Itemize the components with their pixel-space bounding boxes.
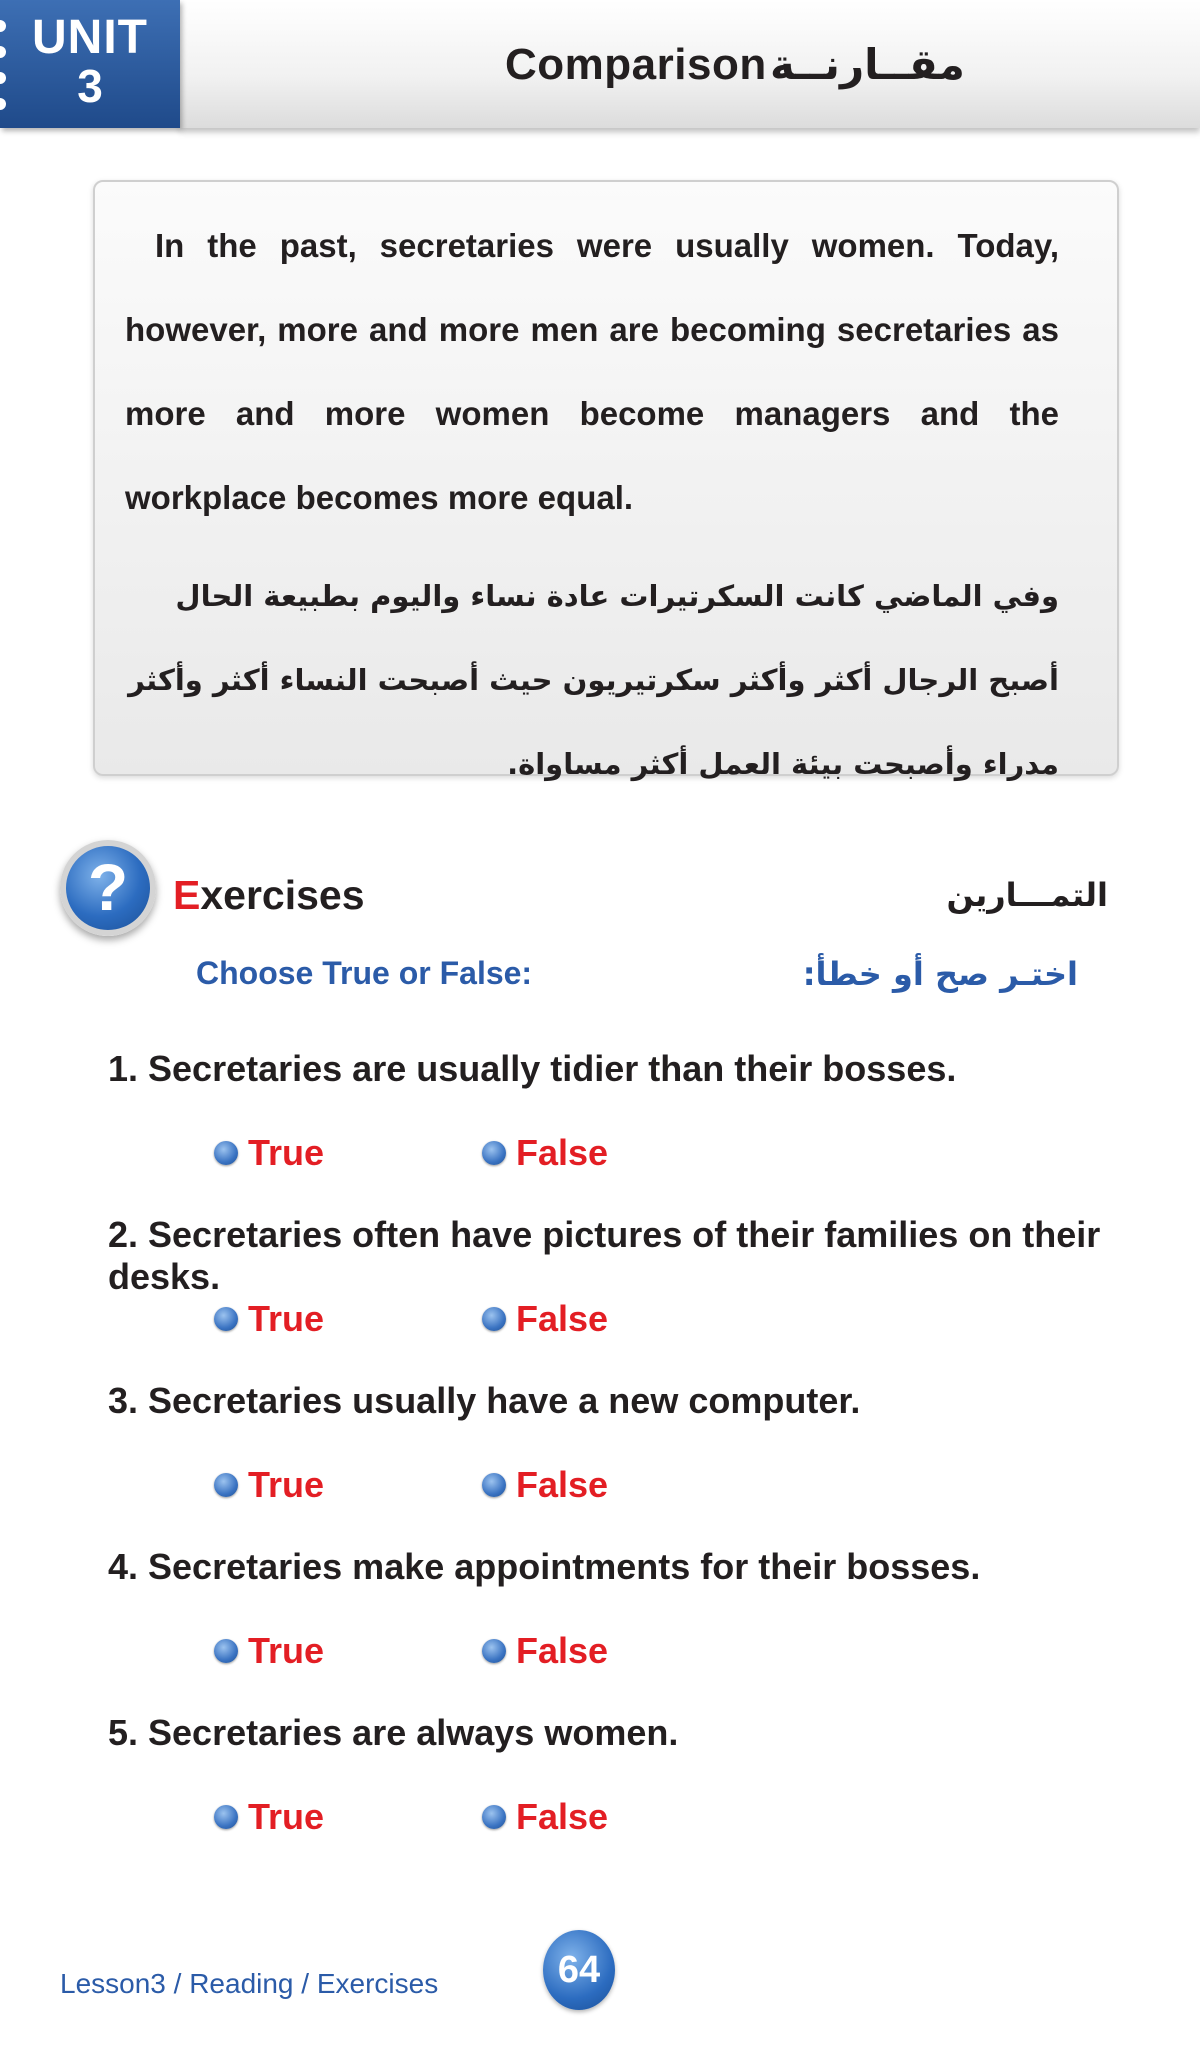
question-4: 4. Secretaries make appointments for their bosses.	[108, 1546, 981, 1587]
exercises-title-rest: xercises	[200, 872, 365, 918]
question-2: 2. Secretaries often have pictures of their families on their desks.	[108, 1214, 1101, 1297]
false-label: False	[516, 1464, 609, 1505]
radio-bullet-icon	[214, 1141, 238, 1165]
false-label: False	[516, 1630, 609, 1671]
exercises-title-arabic: التمـــارين	[946, 876, 1108, 914]
q5-true-option[interactable]	[214, 1796, 324, 1838]
reading-passage-box	[93, 180, 1119, 781]
exercise-instruction-arabic: اختـر صح أو خطأ:	[802, 955, 1078, 993]
false-label: False	[516, 1132, 609, 1173]
false-label: False	[516, 1298, 609, 1339]
radio-bullet-icon	[482, 1473, 506, 1497]
exercises-title	[173, 872, 365, 919]
q3-true-option[interactable]	[214, 1464, 324, 1506]
exercise-instruction: Choose True or False:	[196, 955, 533, 991]
question-3: 3. Secretaries usually have a new computer.	[108, 1380, 861, 1421]
unit-label: UNIT	[32, 11, 148, 64]
radio-bullet-icon	[482, 1307, 506, 1331]
false-label: False	[516, 1796, 609, 1837]
radio-bullet-icon	[214, 1639, 238, 1663]
radio-bullet-icon	[482, 1805, 506, 1829]
question-1: 1. Secretaries are usually tidier than their bosses.	[108, 1048, 957, 1089]
page-title: Comparison	[505, 40, 767, 89]
radio-bullet-icon	[482, 1639, 506, 1663]
radio-bullet-icon	[482, 1141, 506, 1165]
q4-false-option[interactable]	[482, 1630, 608, 1672]
true-label: True	[248, 1796, 325, 1837]
reading-text-arabic: وفي الماضي كانت السكرتيرات عادة نساء واليوم بطبيعة الحال أصبح الرجال أكثر وأكثر سكرتيريون حيث أصبحت النساء أكثر وأكثر مدراء وأصبحت بيئة العمل أكثر مساواة.	[128, 579, 1059, 781]
exercises-title-initial: E	[173, 872, 201, 918]
radio-bullet-icon	[214, 1307, 238, 1331]
true-label: True	[248, 1630, 325, 1671]
question-mark-icon: ?	[60, 840, 156, 936]
page-title-arabic: مقــارنــة	[770, 40, 965, 89]
unit-tab	[0, 0, 180, 128]
q2-true-option[interactable]	[214, 1298, 324, 1340]
q2-false-option[interactable]	[482, 1298, 608, 1340]
true-label: True	[248, 1464, 325, 1505]
q3-false-option[interactable]	[482, 1464, 608, 1506]
q5-false-option[interactable]	[482, 1796, 608, 1838]
breadcrumb: Lesson3 / Reading / Exercises	[60, 1968, 439, 1999]
q1-true-option[interactable]	[214, 1132, 324, 1174]
q1-false-option[interactable]	[482, 1132, 608, 1174]
unit-number: 3	[77, 60, 103, 112]
question-5: 5. Secretaries are always women.	[108, 1712, 679, 1753]
radio-bullet-icon	[214, 1473, 238, 1497]
true-label: True	[248, 1132, 325, 1173]
q4-true-option[interactable]	[214, 1630, 324, 1672]
reading-text-english: In the past, secretaries were usually women. Today, however, more and more men are becoming secretaries as more and more women become managers and the workplace becomes more equal.	[125, 227, 1059, 516]
page-number-badge: 64	[543, 1930, 615, 2010]
true-label: True	[248, 1298, 325, 1339]
radio-bullet-icon	[214, 1805, 238, 1829]
